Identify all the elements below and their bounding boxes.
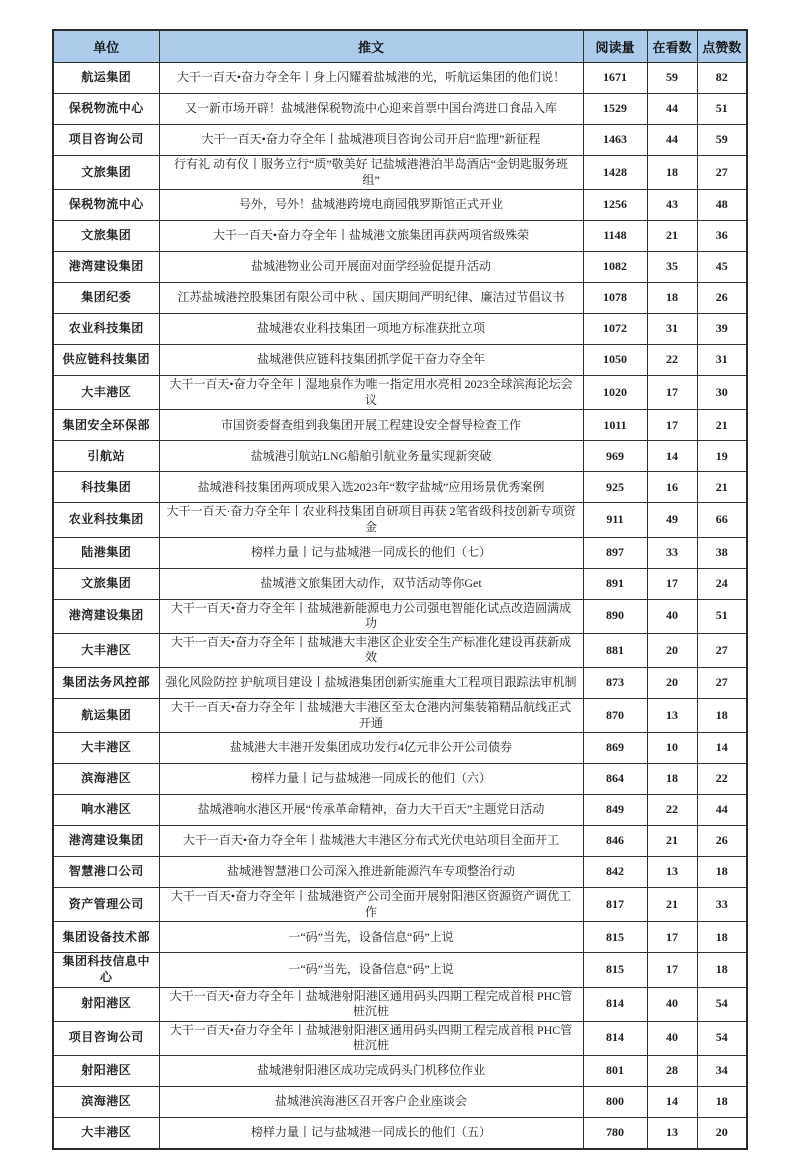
- tweet-cell: 大干一百天•奋力夺全年丨盐城港大丰港区至太仓港内河集装箱精品航线正式开通: [159, 698, 583, 732]
- likes-cell: 26: [697, 283, 747, 314]
- tweet-cell: 盐城港滨海港区召开客户企业座谈会: [159, 1086, 583, 1117]
- reads-cell: 1428: [583, 156, 647, 190]
- watches-cell: 20: [647, 667, 697, 698]
- watches-cell: 17: [647, 410, 697, 441]
- unit-cell: 射阳港区: [53, 1055, 159, 1086]
- unit-cell: 科技集团: [53, 472, 159, 503]
- tweet-cell: 市国资委督查组到我集团开展工程建设安全督导检查工作: [159, 410, 583, 441]
- watches-cell: 17: [647, 922, 697, 953]
- watches-cell: 44: [647, 94, 697, 125]
- reads-cell: 925: [583, 472, 647, 503]
- unit-cell: 引航站: [53, 441, 159, 472]
- table-row: [53, 472, 747, 503]
- likes-cell: 22: [697, 764, 747, 795]
- table-row: [53, 537, 747, 568]
- watches-cell: 13: [647, 857, 697, 888]
- watches-cell: 43: [647, 190, 697, 221]
- reads-cell: 800: [583, 1086, 647, 1117]
- table-row: [53, 698, 747, 732]
- tweet-cell: 大干一百天•奋力夺全年丨盐城港文旅集团再获两项省级殊荣: [159, 221, 583, 252]
- table-row: [53, 1117, 747, 1149]
- likes-cell: 34: [697, 1055, 747, 1086]
- col-header-unit: 单位: [53, 30, 159, 63]
- table-row: [53, 826, 747, 857]
- table-row: [53, 376, 747, 410]
- likes-cell: 27: [697, 156, 747, 190]
- watches-cell: 40: [647, 987, 697, 1021]
- unit-cell: 响水港区: [53, 795, 159, 826]
- reads-cell: 780: [583, 1117, 647, 1149]
- tweet-cell: 榜样力量丨记与盐城港一同成长的他们（五）: [159, 1117, 583, 1149]
- reads-cell: 911: [583, 503, 647, 537]
- likes-cell: 45: [697, 252, 747, 283]
- watches-cell: 22: [647, 795, 697, 826]
- likes-cell: 30: [697, 376, 747, 410]
- likes-cell: 14: [697, 733, 747, 764]
- reads-cell: 801: [583, 1055, 647, 1086]
- col-header-likes: 点赞数: [697, 30, 747, 63]
- unit-cell: 大丰港区: [53, 1117, 159, 1149]
- reads-cell: 815: [583, 922, 647, 953]
- table-row: [53, 987, 747, 1021]
- reads-cell: 1148: [583, 221, 647, 252]
- watches-cell: 40: [647, 1021, 697, 1055]
- likes-cell: 33: [697, 888, 747, 922]
- table-row: [53, 63, 747, 94]
- likes-cell: 54: [697, 1021, 747, 1055]
- likes-cell: 19: [697, 441, 747, 472]
- reads-cell: 891: [583, 568, 647, 599]
- watches-cell: 17: [647, 568, 697, 599]
- col-header-watches: 在看数: [647, 30, 697, 63]
- tweet-cell: 盐城港供应链科技集团抓学促干奋力夺全年: [159, 345, 583, 376]
- unit-cell: 保税物流中心: [53, 190, 159, 221]
- reads-cell: 842: [583, 857, 647, 888]
- tweet-cell: 盐城港文旅集团大动作，双节活动等你Get: [159, 568, 583, 599]
- table-row: [53, 345, 747, 376]
- table-row: [53, 410, 747, 441]
- unit-cell: 文旅集团: [53, 156, 159, 190]
- watches-cell: 14: [647, 1086, 697, 1117]
- tweet-cell: 大干一百天•奋力夺全年丨盐城港新能源电力公司强电智能化试点改造圆满成功: [159, 599, 583, 633]
- reads-cell: 1463: [583, 125, 647, 156]
- likes-cell: 18: [697, 953, 747, 987]
- watches-cell: 21: [647, 888, 697, 922]
- watches-cell: 33: [647, 537, 697, 568]
- unit-cell: 项目咨询公司: [53, 1021, 159, 1055]
- tweet-cell: 盐城港科技集团两项成果入选2023年“数字盐城”应用场景优秀案例: [159, 472, 583, 503]
- table-row: [53, 888, 747, 922]
- table-row: [53, 441, 747, 472]
- table-row: [53, 953, 747, 987]
- likes-cell: 82: [697, 63, 747, 94]
- unit-cell: 大丰港区: [53, 733, 159, 764]
- tweet-cell: 盐城港响水港区开展“传承革命精神，奋力大干百天”主题党日活动: [159, 795, 583, 826]
- unit-cell: 集团法务风控部: [53, 667, 159, 698]
- reads-cell: 969: [583, 441, 647, 472]
- table-row: [53, 857, 747, 888]
- watches-cell: 20: [647, 633, 697, 667]
- unit-cell: 航运集团: [53, 63, 159, 94]
- reads-cell: 873: [583, 667, 647, 698]
- likes-cell: 48: [697, 190, 747, 221]
- likes-cell: 24: [697, 568, 747, 599]
- unit-cell: 文旅集团: [53, 221, 159, 252]
- reads-cell: 864: [583, 764, 647, 795]
- reads-cell: 870: [583, 698, 647, 732]
- table-row: [53, 599, 747, 633]
- unit-cell: 滨海港区: [53, 1086, 159, 1117]
- unit-cell: 陆港集团: [53, 537, 159, 568]
- unit-cell: 资产管理公司: [53, 888, 159, 922]
- watches-cell: 21: [647, 221, 697, 252]
- likes-cell: 51: [697, 94, 747, 125]
- tweet-cell: 榜样力量丨记与盐城港一同成长的他们（六）: [159, 764, 583, 795]
- tweet-cell: 大干一百天•奋力夺全年丨湿地泉作为唯一指定用水亮相 2023全球滨海论坛会议: [159, 376, 583, 410]
- watches-cell: 17: [647, 376, 697, 410]
- reads-cell: 846: [583, 826, 647, 857]
- watches-cell: 59: [647, 63, 697, 94]
- tweet-cell: 强化风险防控 护航项目建设丨盐城港集团创新实施重大工程项目跟踪法审机制: [159, 667, 583, 698]
- unit-cell: 保税物流中心: [53, 94, 159, 125]
- likes-cell: 54: [697, 987, 747, 1021]
- col-header-tweet: 推文: [159, 30, 583, 63]
- tweet-cell: 江苏盐城港控股集团有限公司中秋 、国庆期间严明纪律、廉洁过节倡议书: [159, 283, 583, 314]
- tweet-cell: 行有礼 动有仪丨服务立行“质”敬美好 记盐城港港泊半岛酒店“金钥匙服务班组”: [159, 156, 583, 190]
- reads-cell: 1082: [583, 252, 647, 283]
- likes-cell: 20: [697, 1117, 747, 1149]
- reads-cell: 1011: [583, 410, 647, 441]
- tweet-cell: 盐城港引航站LNG船舶引航业务量实现新突破: [159, 441, 583, 472]
- table-row: [53, 221, 747, 252]
- unit-cell: 农业科技集团: [53, 314, 159, 345]
- reads-cell: 869: [583, 733, 647, 764]
- table-row: [53, 125, 747, 156]
- tweet-cell: 又一新市场开辟！盐城港保税物流中心迎来首票中国台湾进口食品入库: [159, 94, 583, 125]
- watches-cell: 44: [647, 125, 697, 156]
- table-row: [53, 764, 747, 795]
- likes-cell: 18: [697, 698, 747, 732]
- likes-cell: 21: [697, 472, 747, 503]
- likes-cell: 36: [697, 221, 747, 252]
- unit-cell: 滨海港区: [53, 764, 159, 795]
- tweet-cell: 一“码”当先，设备信息“码”上说: [159, 953, 583, 987]
- reads-cell: 897: [583, 537, 647, 568]
- unit-cell: 文旅集团: [53, 568, 159, 599]
- table-row: [53, 503, 747, 537]
- watches-cell: 35: [647, 252, 697, 283]
- watches-cell: 17: [647, 953, 697, 987]
- reads-cell: 890: [583, 599, 647, 633]
- watches-cell: 18: [647, 764, 697, 795]
- table-row: [53, 190, 747, 221]
- tweet-cell: 盐城港智慧港口公司深入推进新能源汽车专项整治行动: [159, 857, 583, 888]
- tweet-cell: 大干一百天·奋力夺全年丨农业科技集团自研项目再获 2笔省级科技创新专项资金: [159, 503, 583, 537]
- table-row: [53, 633, 747, 667]
- likes-cell: 66: [697, 503, 747, 537]
- unit-cell: 港湾建设集团: [53, 599, 159, 633]
- table-row: [53, 1055, 747, 1086]
- watches-cell: 18: [647, 156, 697, 190]
- table-row: [53, 1021, 747, 1055]
- likes-cell: 27: [697, 667, 747, 698]
- tweet-cell: 号外，号外！盐城港跨境电商园俄罗斯馆正式开业: [159, 190, 583, 221]
- reads-cell: 1256: [583, 190, 647, 221]
- tweet-cell: 盐城港物业公司开展面对面学经验促提升活动: [159, 252, 583, 283]
- likes-cell: 18: [697, 922, 747, 953]
- watches-cell: 22: [647, 345, 697, 376]
- reads-cell: 814: [583, 1021, 647, 1055]
- table-row: [53, 283, 747, 314]
- reads-cell: 1671: [583, 63, 647, 94]
- watches-cell: 49: [647, 503, 697, 537]
- likes-cell: 51: [697, 599, 747, 633]
- watches-cell: 21: [647, 826, 697, 857]
- unit-cell: 港湾建设集团: [53, 826, 159, 857]
- likes-cell: 38: [697, 537, 747, 568]
- likes-cell: 18: [697, 857, 747, 888]
- watches-cell: 13: [647, 698, 697, 732]
- reads-cell: 1078: [583, 283, 647, 314]
- tweet-cell: 大干一百天•奋力夺全年丨盐城港项目咨询公司开启“监理”新征程: [159, 125, 583, 156]
- likes-cell: 39: [697, 314, 747, 345]
- tweet-cell: 大干一百天•奋力夺全年丨盐城港射阳港区通用码头四期工程完成首根 PHC管桩沉桩: [159, 1021, 583, 1055]
- tweet-cell: 大干一百天•奋力夺全年丨盐城港射阳港区通用码头四期工程完成首根 PHC管桩沉桩: [159, 987, 583, 1021]
- reads-cell: 849: [583, 795, 647, 826]
- wechat-post-stats-table: [52, 29, 748, 1150]
- tweet-cell: 榜样力量丨记与盐城港一同成长的他们（七）: [159, 537, 583, 568]
- unit-cell: 集团纪委: [53, 283, 159, 314]
- tweet-cell: 一“码”当先，设备信息“码”上说: [159, 922, 583, 953]
- unit-cell: 大丰港区: [53, 633, 159, 667]
- unit-cell: 港湾建设集团: [53, 252, 159, 283]
- reads-cell: 814: [583, 987, 647, 1021]
- unit-cell: 项目咨询公司: [53, 125, 159, 156]
- watches-cell: 16: [647, 472, 697, 503]
- tweet-cell: 大干一百天•奋力夺全年丨盐城港大丰港区分布式光伏电站项目全面开工: [159, 826, 583, 857]
- unit-cell: 集团科技信息中心: [53, 953, 159, 987]
- reads-cell: 817: [583, 888, 647, 922]
- unit-cell: 航运集团: [53, 698, 159, 732]
- header-row: [53, 30, 747, 63]
- unit-cell: 集团安全环保部: [53, 410, 159, 441]
- likes-cell: 26: [697, 826, 747, 857]
- table-row: [53, 252, 747, 283]
- table-row: [53, 1086, 747, 1117]
- table-row: [53, 667, 747, 698]
- watches-cell: 28: [647, 1055, 697, 1086]
- table-row: [53, 94, 747, 125]
- unit-cell: 射阳港区: [53, 987, 159, 1021]
- likes-cell: 31: [697, 345, 747, 376]
- reads-cell: 1050: [583, 345, 647, 376]
- table-row: [53, 568, 747, 599]
- table-row: [53, 156, 747, 190]
- likes-cell: 21: [697, 410, 747, 441]
- reads-cell: 1529: [583, 94, 647, 125]
- table-row: [53, 795, 747, 826]
- watches-cell: 10: [647, 733, 697, 764]
- watches-cell: 13: [647, 1117, 697, 1149]
- table-row: [53, 922, 747, 953]
- watches-cell: 40: [647, 599, 697, 633]
- tweet-cell: 盐城港农业科技集团一项地方标准获批立项: [159, 314, 583, 345]
- reads-cell: 1020: [583, 376, 647, 410]
- watches-cell: 18: [647, 283, 697, 314]
- tweet-cell: 大干一百天•奋力夺全年丨盐城港大丰港区企业安全生产标准化建设再获新成效: [159, 633, 583, 667]
- watches-cell: 14: [647, 441, 697, 472]
- tweet-cell: 盐城港射阳港区成功完成码头门机移位作业: [159, 1055, 583, 1086]
- likes-cell: 18: [697, 1086, 747, 1117]
- table-row: [53, 314, 747, 345]
- unit-cell: 供应链科技集团: [53, 345, 159, 376]
- unit-cell: 农业科技集团: [53, 503, 159, 537]
- reads-cell: 815: [583, 953, 647, 987]
- likes-cell: 44: [697, 795, 747, 826]
- col-header-reads: 阅读量: [583, 30, 647, 63]
- reads-cell: 1072: [583, 314, 647, 345]
- tweet-cell: 大干一百天•奋力夺全年丨身上闪耀着盐城港的光，听航运集团的他们说！: [159, 63, 583, 94]
- tweet-cell: 大干一百天•奋力夺全年丨盐城港资产公司全面开展射阳港区资源资产调优工作: [159, 888, 583, 922]
- table-row: [53, 733, 747, 764]
- unit-cell: 大丰港区: [53, 376, 159, 410]
- likes-cell: 59: [697, 125, 747, 156]
- likes-cell: 27: [697, 633, 747, 667]
- unit-cell: 智慧港口公司: [53, 857, 159, 888]
- reads-cell: 881: [583, 633, 647, 667]
- watches-cell: 31: [647, 314, 697, 345]
- unit-cell: 集团设备技术部: [53, 922, 159, 953]
- tweet-cell: 盐城港大丰港开发集团成功发行4亿元非公开公司债券: [159, 733, 583, 764]
